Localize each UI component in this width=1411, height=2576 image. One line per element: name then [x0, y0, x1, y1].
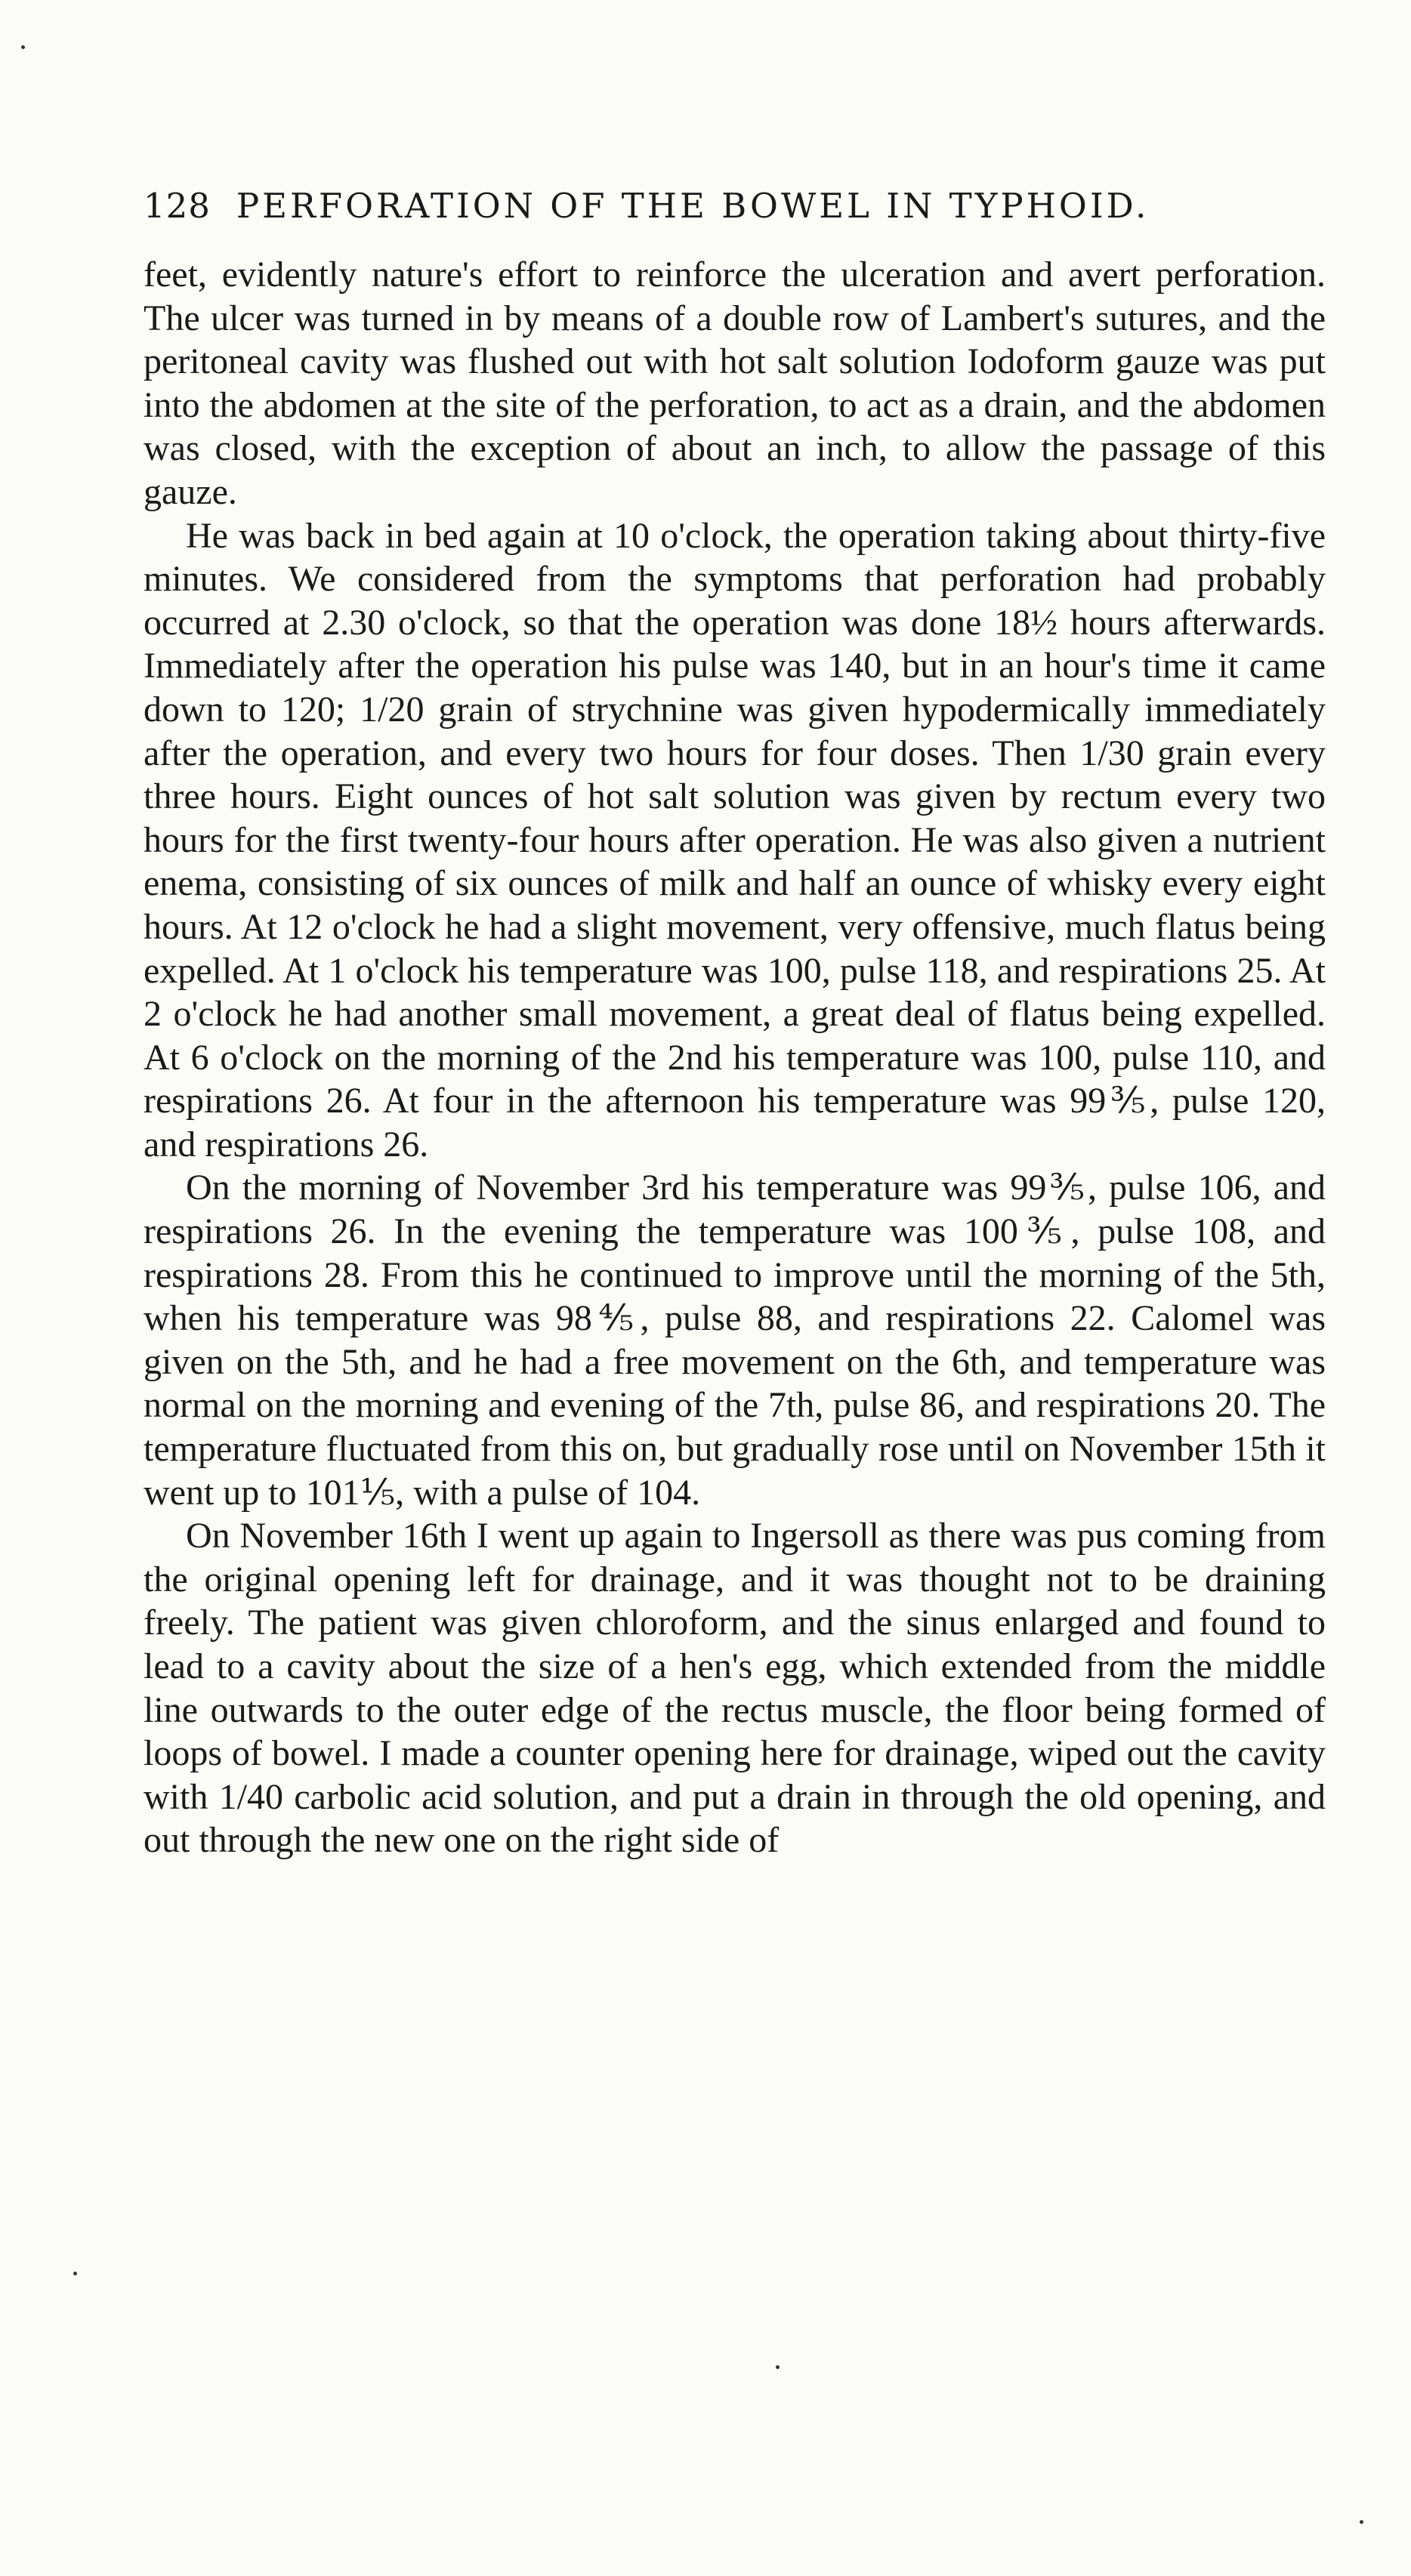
paragraph: He was back in bed again at 10 o'clock, the operation taking about thirty-five minutes. We considered from the symptoms that perforation had probably occurred at 2.30 o'clock, so that the operation was done 18½ hours afterwards. Immediately after the operation his pulse was 140, but in an hour's time it came down to 120; 1/20 grain of strychnine was given hypodermically immediately after the operation, and every two hours for four doses. Then 1/30 grain every three hours. Eight ounces of hot salt solution was given by rectum every two hours for the first twenty-four hours after operation. He was also given a nutrient enema, consisting of six ounces of milk and half an ounce of whisky every eight hours. At 12 o'clock he had a slight movement, very offensive, much flatus being expelled. At 1 o'clock his temperature was 100, pulse 118, and respirations 25. At 2 o'clock he had another small movement, a great deal of flatus being expelled. At 6 o'clock on the morning of the 2nd his temperature was 100, pulse 110, and respirations 26. At four in the afternoon his temperature was 99⅗, pulse 120, and respirations 26. — [144, 515, 1326, 1165]
scan-speck — [73, 2272, 77, 2275]
running-head — [144, 186, 1326, 226]
page-number: 128 — [144, 186, 211, 226]
scan-speck — [1360, 2520, 1363, 2524]
body-text — [144, 253, 1326, 1862]
scan-speck — [21, 45, 25, 49]
running-head-title: PERFORATION OF THE BOWEL IN TYPHOID. — [236, 186, 1150, 226]
paragraph-continuation: feet, evidently nature's effort to reinforce the ulceration and avert perforation. The ulcer was turned in by means of a double row of Lambert's sutures, and the peritoneal cavity was flushed out with hot salt solution Iodoform gauze was put into the abdomen at the site of the perforation, to act as a drain, and the abdomen was closed, with the exception of about an inch, to allow the passage of this gauze. — [144, 255, 1326, 512]
paragraph: On the morning of November 3rd his temperature was 99⅗, pulse 106, and respirations 26. In the evening the temperature was 100⅗, pulse 108, and respirations 28. From this he continued to improve until the morning of the 5th, when his temperature was 98⅘, pulse 88, and respirations 22. Calomel was given on the 5th, and he had a free movement on the 6th, and temperature was normal on the morning and evening of the 7th, pulse 86, and respirations 20. The temperature fluctuated from this on, but gradually rose until on November 15th it went up to 101⅕, with a pulse of 104. — [144, 1168, 1326, 1513]
scan-speck — [776, 2365, 780, 2369]
paragraph: On November 16th I went up again to Ingersoll as there was pus coming from the original opening left for drainage, and it was thought not to be draining freely. The patient was given chloroform, and the sinus enlarged and found to lead to a cavity about the size of a hen's egg, which extended from the middle line outwards to the outer edge of the rectus muscle, the floor being formed of loops of bowel. I made a counter opening here for drainage, wiped out the cavity with 1/40 carbolic acid solution, and put a drain in through the old opening, and out through the new one on the right side of — [144, 1516, 1326, 1861]
book-page — [144, 186, 1326, 1862]
